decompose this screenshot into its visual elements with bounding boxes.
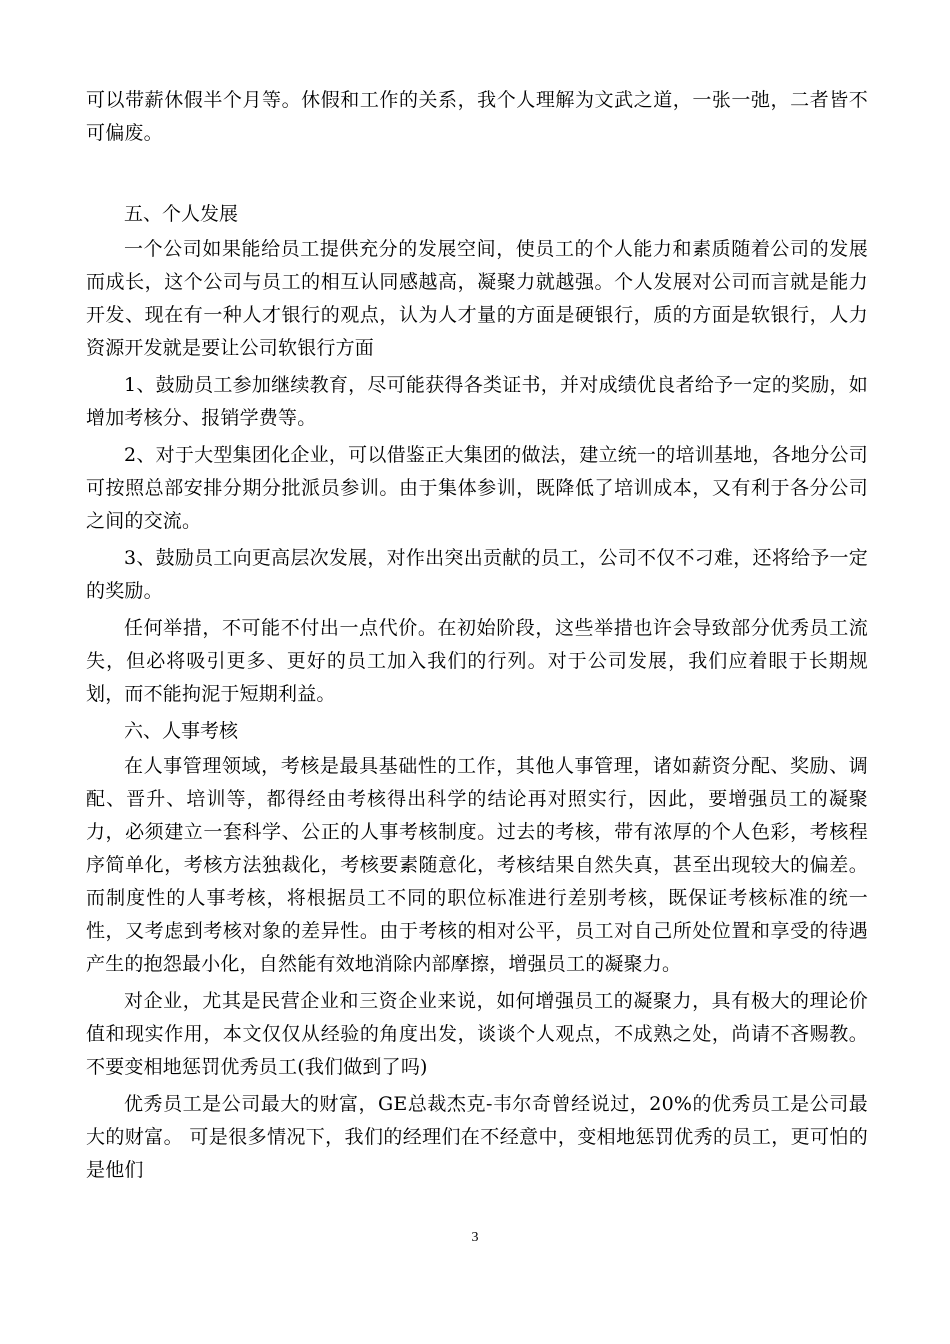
paragraph-assessment-body: 在人事管理领域，考核是最具基础性的工作，其他人事管理，诸如薪资分配、奖励、调配、晋升、培训等，都得经由考核得出科学的结论再对照实行，因此，要增强员工的凝聚力，必须建立一套科学、公正的人事考核制度。过去的考核，带有浓厚的个人色彩，考核程序简单化，考核方法独裁化，考核要素随意化，考核结果自然失真，甚至出现较大的偏差。而制度性的人事考核，将根据员工不同的职位标准进行差别考核，既保证考核标准的统一性，又考虑到考核对象的差异性。由于考核的相对公平，员工对自己所处位置和享受的待遇产生的抱怨最小化，自然能有效地消除内部摩擦，增强员工的凝聚力。 [86,755,868,975]
section-heading-personal-development: 五、个人发展 [124,203,239,225]
paragraph-conclusion: 对企业，尤其是民营企业和三资企业来说，如何增强员工的凝聚力，具有极大的理论价值和现实作用，本文仅仅从经验的角度出发，谈谈个人观点，不成熟之处，尚请不吝赐教。不要变相地惩罚优秀员工(我们做到了吗) [86,990,868,1078]
page-number: 3 [471,1230,479,1245]
paragraph-excellent-employees: 优秀员工是公司最大的财富，GE总裁杰克-韦尔奇曾经说过，20%的优秀员工是公司最大的财富。 可是很多情况下，我们的经理们在不经意中，变相地惩罚优秀的员工，更可怕的是他们 [86,1093,868,1181]
document-body [86,84,868,1191]
paragraph-vacation-continued: 可以带薪休假半个月等。休假和工作的关系，我个人理解为文武之道，一张一弛，二者皆不可偏废。 [86,89,868,144]
paragraph-item-1: 1、鼓励员工参加继续教育，尽可能获得各类证书，并对成绩优良者给予一定的奖励，如增加考核分、报销学费等。 [86,374,868,429]
paragraph-development-intro: 一个公司如果能给员工提供充分的发展空间，使员工的个人能力和素质随着公司的发展而成长，这个公司与员工的相互认同感越高，凝聚力就越强。个人发展对公司而言就是能力开发、现在有一种人才银行的观点，认为人才量的方面是硬银行，质的方面是软银行，人力资源开发就是要让公司软银行方面 [86,238,868,359]
section-spacer [86,154,868,198]
paragraph-item-3: 3、鼓励员工向更高层次发展，对作出突出贡献的员工，公司不仅不刁难，还将给予一定的奖励。 [86,547,868,602]
section-heading-personnel-assessment: 六、人事考核 [124,720,239,742]
paragraph-cost-of-measures: 任何举措，不可能不付出一点代价。在初始阶段，这些举措也许会导致部分优秀员工流失，但必将吸引更多、更好的员工加入我们的行列。对于公司发展，我们应着眼于长期规划，而不能拘泥于短期利益。 [86,617,868,705]
paragraph-item-2: 2、对于大型集团化企业，可以借鉴正大集团的做法，建立统一的培训基地，各地分公司可按照总部安排分期分批派员参训。由于集体参训，既降低了培训成本，又有利于各分公司之间的交流。 [86,444,868,532]
